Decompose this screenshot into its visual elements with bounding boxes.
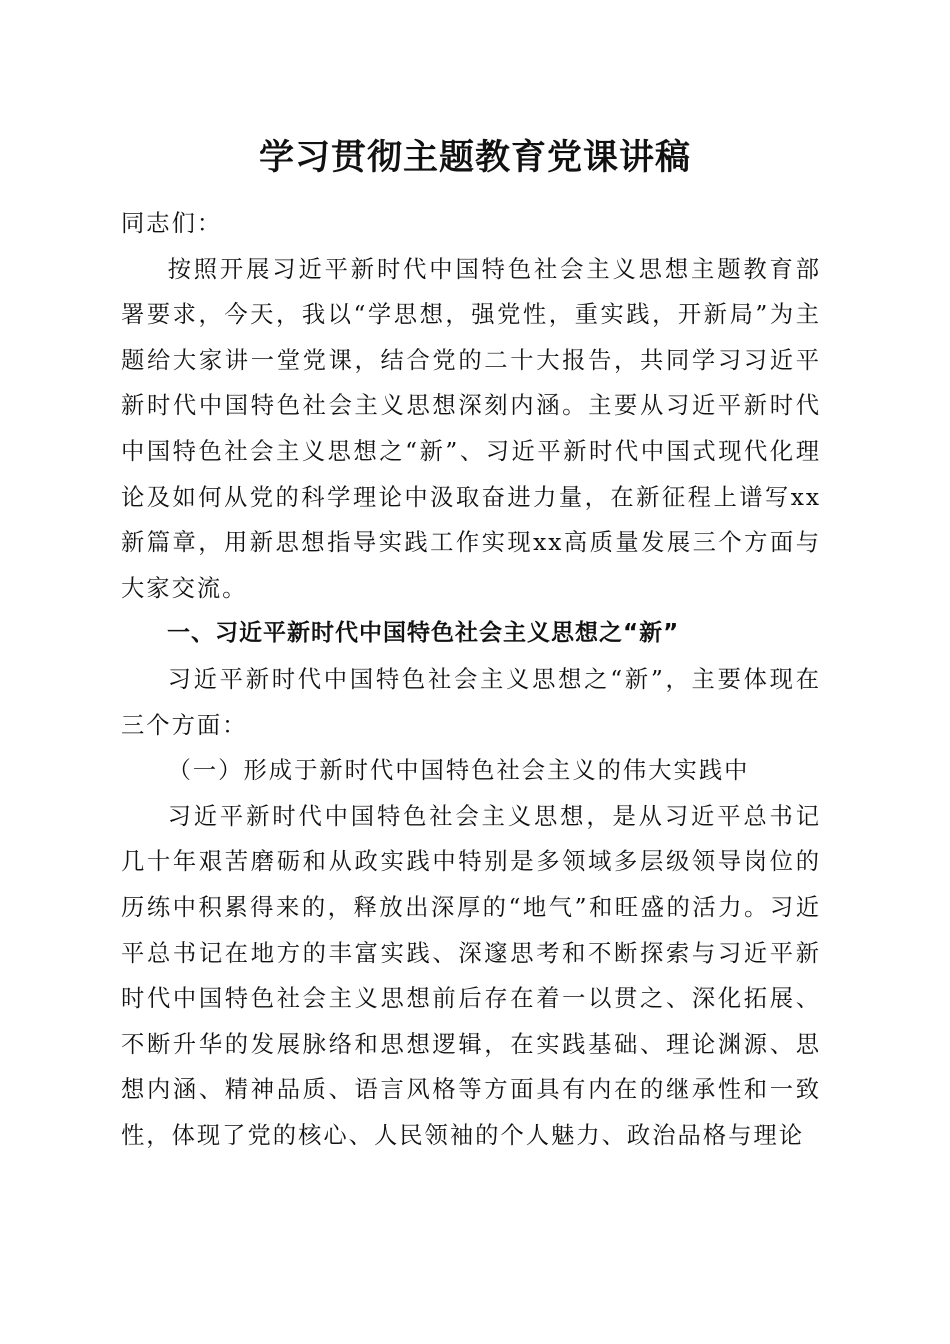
body-paragraph: 习近平新时代中国特色社会主义思想，是从习近平总书记几十年艰苦磨砺和从政实践中特别是多领域多层级领导岗位的历练中积累得来的，释放出深厚的“地气”和旺盛的活力。习近平总书记在地方的丰富实践、深邃思考和不断探索与习近平新时代中国特色社会主义思想前后存在着一以贯之、深化拓展、不断升华的发展脉络和思想逻辑，在实践基础、理论渊源、思想内涵、精神品质、语言风格等方面具有内在的继承性和一致性，体现了党的核心、人民领袖的个人魅力、政治品格与理论 — [121, 802, 821, 1149]
salutation: 同志们： — [121, 210, 223, 237]
section-intro-paragraph: 习近平新时代中国特色社会主义思想之“新”，主要体现在三个方面： — [121, 665, 821, 739]
intro-paragraph: 按照开展习近平新时代中国特色社会主义思想主题教育部署要求，今天，我以“学思想，强党性，重实践，开新局”为主题给大家讲一堂党课，结合党的二十大报告，共同学习习近平新时代中国特色社会主义思想深刻内涵。主要从习近平新时代中国特色社会主义思想之“新”、习近平新时代中国式现代化理论及如何从党的科学理论中汲取奋进力量，在新征程上谱写xx新篇章，用新思想指导实践工作实现xx高质量发展三个方面与大家交流。 — [121, 255, 821, 602]
section-heading: 一、习近平新时代中国特色社会主义思想之“新” — [167, 620, 680, 647]
document-title: 学习贯彻主题教育党课讲稿 — [258, 138, 691, 178]
subsection-heading: （一）形成于新时代中国特色社会主义的伟大实践中 — [167, 757, 750, 785]
document-body — [121, 201, 821, 1158]
